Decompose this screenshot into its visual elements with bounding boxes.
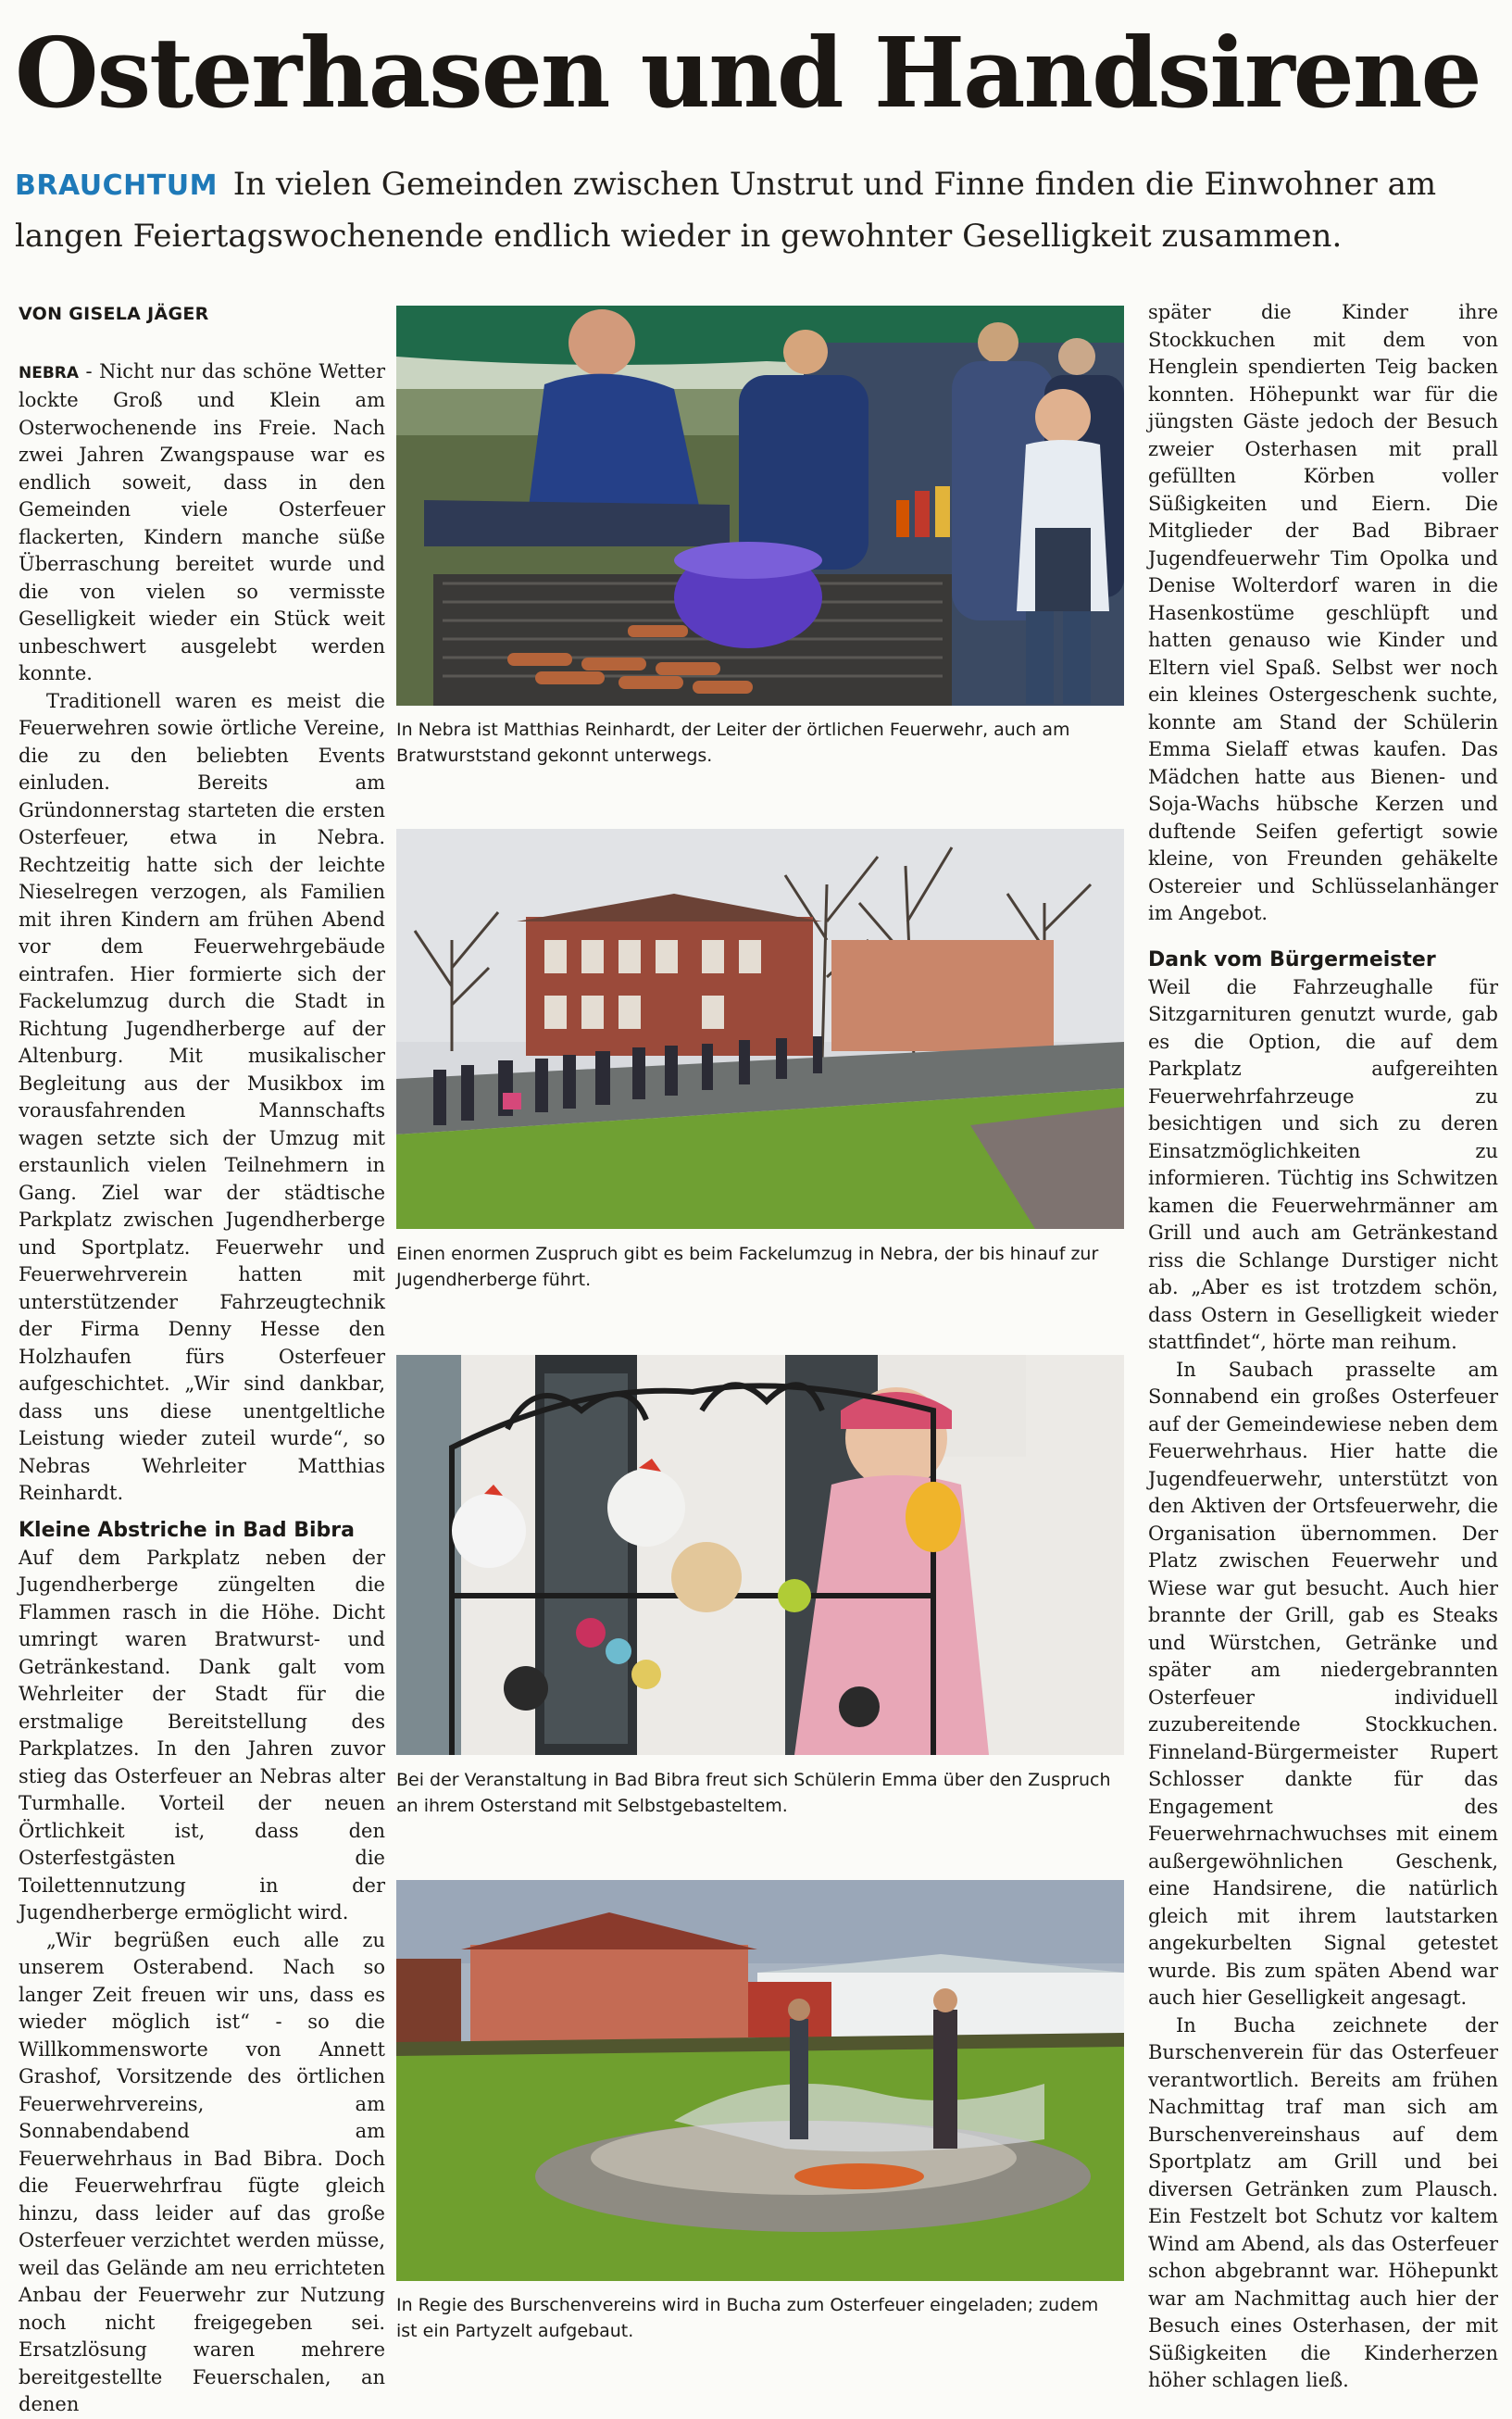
dateline: NEBRA (19, 363, 80, 382)
photo-torch-procession (396, 829, 1124, 1229)
article-column-left (19, 301, 385, 2419)
article-subhead (15, 159, 1496, 262)
photo-bonfire-graphic (396, 1880, 1124, 2281)
paragraph: Auf dem Parkplatz neben der Jugendherberge züngelten die Flammen rasch in die Höhe. Dicht umringt waren Bratwurst- und Getränkestand. Dank galt vom Wehrleiter der Stadt für die erstmalige Bereitstellung des Parkplatzes. In den Jahren zuvor stieg das Osterfeuer an Nebras alter Turmhalle. Vorteil der neuen Örtlichkeit ist, dass den Osterfestgästen die Toilettennutzung in der Jugendherberge ermöglicht wird. (19, 1546, 385, 1924)
photo-caption-bratwurst: In Nebra ist Matthias Reinhardt, der Leiter der örtlichen Feuerwehr, auch am Bratwurststand gekonnt unterwegs. (396, 720, 1070, 766)
subhead-kicker: BRAUCHTUM (15, 169, 218, 202)
byline: VON GISELA JÄGER (19, 304, 209, 324)
article-headline: Osterhasen und Handsirene (15, 16, 1481, 130)
photo-procession-graphic (396, 829, 1124, 1229)
paragraph-intro (19, 358, 385, 688)
article-column-right (1148, 299, 1498, 2395)
photo-bratwurst-stand (396, 306, 1124, 706)
subheading-buergermeister: Dank vom Bürgermeister (1148, 947, 1436, 971)
paragraph: „Wir begrüßen euch alle zu unserem Osterabend. Nach so langer Zeit freuen wir uns, dass es wieder möglich ist“ - so die Willkommensworte von Annett Grashof, Vorsitzende des örtlichen Feuerwehrvereins, am Sonnabendabend am Feuerwehrhaus in Bad Bibra. Doch die Feuerwehrfrau fügte gleich hinzu, dass leider auf das große Osterfeuer verzichtet werden müsse, weil das Gelände am neu errichteten Anbau der Feuerwehr zur Nutzung noch nicht freigegeben sei. Ersatzlösung waren mehrere bereitgestellte Feuerschalen, an denen (19, 1928, 385, 2415)
paragraph: Weil die Fahrzeughalle für Sitzgarnituren genutzt wurde, gab es die Option, die auf dem Parkplatz aufgereihten Feuerwehrfahrzeuge zu besichtigen und sich zu deren Einsatzmöglichkeiten zu informieren. Tüchtig ins Schwitzen kamen die Feuerwehrmänner am Grill und auch am Getränkestand riss die Schlange Durstiger nicht ab. „Aber es ist trotzdem schön, dass Ostern in Geselligkeit wieder stattfindet“, hörte man reihum. (1148, 975, 1498, 1353)
photo-bratwurst-graphic (396, 306, 1124, 706)
photo-easter-stand (396, 1355, 1124, 1755)
photo-bonfire-bucha (396, 1880, 1124, 2281)
paragraph: später die Kinder ihre Stockkuchen mit dem von Henglein spendierten Teig backen konnten. Höhepunkt war für die jüngsten Gäste jedoch der Besuch zweier Osterhasen mit prall gefüllten Körben voller Süßigkeiten und Eiern. Die Mitglieder der Bad Bibraer Jugendfeuerwehr Tim Opolka und Denise Wolterdorf waren in die Hasenkostüme geschlüpft und hatten genauso wie Kinder und Eltern viel Spaß. Selbst wer noch ein kleines Ostergeschenk suchte, konnte am Stand der Schülerin Emma Sielaff etwas kaufen. Das Mädchen hatte aus Bienen- und Soja-Wachs hübsche Kerzen und duftende Seifen gefertigt sowie kleine, von Freunden gehäkelte Ostereier und Schlüsselanhänger im Angebot. (1148, 301, 1498, 924)
paragraph: In Bucha zeichnete der Burschenverein für das Osterfeuer verantwortlich. Bereits am frühen Nachmittag traf man sich am Burschenvereinshaus auf dem Sportplatz am Grill und bei diversen Getränken zum Plausch. Ein Festzelt bot Schutz vor kaltem Wind am Abend, als das Osterfeuer schon abgebrannt war. Höhepunkt war am Nachmittag auch hier der Besuch eines Osterhasen, der mit Süßigkeiten die Kinderherzen höher schlagen ließ. (1148, 2013, 1498, 2391)
photo-caption-easter-stand: Bei der Veranstaltung in Bad Bibra freut sich Schülerin Emma über den Zuspruch an ihrem Osterstand mit Selbstgebasteltem. (396, 1770, 1111, 1816)
paragraph: In Saubach prasselte am Sonnabend ein großes Osterfeuer auf der Gemeindewiese neben dem Feuerwehrhaus. Hier hatte die Jugendfeuerwehr, unterstützt von den Aktiven der Ortsfeuerwehr, die Organisation übernommen. Der Platz zwischen Feuerwehr und Wiese war gut besucht. Auch hier brannte der Grill, gab es Steaks und Würstchen, Getränke und später am niedergebrannten Osterfeuer individuell zuzubereitende Stockkuchen. Finneland-Bürgermeister Rupert Schlosser dankte für das Engagement des Feuerwehrnachwuchses mit einem außergewöhnlichen Geschenk, eine Handsirene, die natürlich gleich mit ihrem lautstarken angekurbelten Signal getestet wurde. Bis zum späten Abend war auch hier Geselligkeit angesagt. (1148, 1358, 1498, 2009)
subheading-bad-bibra: Kleine Abstriche in Bad Bibra (19, 1518, 355, 1542)
paragraph-intro-text: - Nicht nur das schöne Wetter lockte Groß und Klein am Osterwochenende ins Freie. Nach zwei Jahren Zwangspause war es endlich soweit, dass in den Gemeinden viele Osterfeuer flackerten, Kindern manche süße Überraschung bereitet wurde und die von vielen so vermisste Geselligkeit wieder ein Stück weit unbeschwert ausgelebt werden konnte. (19, 359, 385, 684)
paragraph: Traditionell waren es meist die Feuerwehren sowie örtliche Vereine, die zu den beliebten Events einluden. Bereits am Gründonnerstag starteten die ersten Osterfeuer, etwa in Nebra. Rechtzeitig hatte sich der leichte Nieselregen verzogen, als Familien mit ihren Kindern am frühen Abend vor dem Feuerwehrgebäude eintrafen. Hier formierte sich der Fackelumzug durch die Stadt in Richtung Jugendherberge auf der Altenburg. Mit musikalischer Begleitung aus der Musikbox im vorausfahrenden Mannschafts wagen setzte sich der Umzug mit erstaunlich vielen Teilnehmern in Gang. Ziel war der städtische Parkplatz zwischen Jugendherberge und Sportplatz. Feuerwehr und Feuerwehrverein hatten mit unterstützender Fahrzeugtechnik der Firma Denny Hesse den Holzhaufen fürs Osterfeuer aufgeschichtet. „Wir sind dankbar, dass uns diese unentgeltliche Leistung wieder zuteil wurde“, so Nebras Wehrleiter Matthias Reinhardt. (19, 689, 385, 1504)
subhead-text: In vielen Gemeinden zwischen Unstrut und Finne finden die Einwohner am langen Feiertagswochenende endlich wieder in gewohnter Geselligkeit zusammen. (15, 166, 1437, 255)
photo-caption-bonfire: In Regie des Burschenvereins wird in Bucha zum Osterfeuer eingeladen; zudem ist ein Partyzelt aufgebaut. (396, 2295, 1099, 2341)
photo-easter-stand-graphic (396, 1355, 1124, 1755)
photo-caption-procession: Einen enormen Zuspruch gibt es beim Fackelumzug in Nebra, der bis hinauf zur Jugendherberge führt. (396, 1244, 1099, 1290)
